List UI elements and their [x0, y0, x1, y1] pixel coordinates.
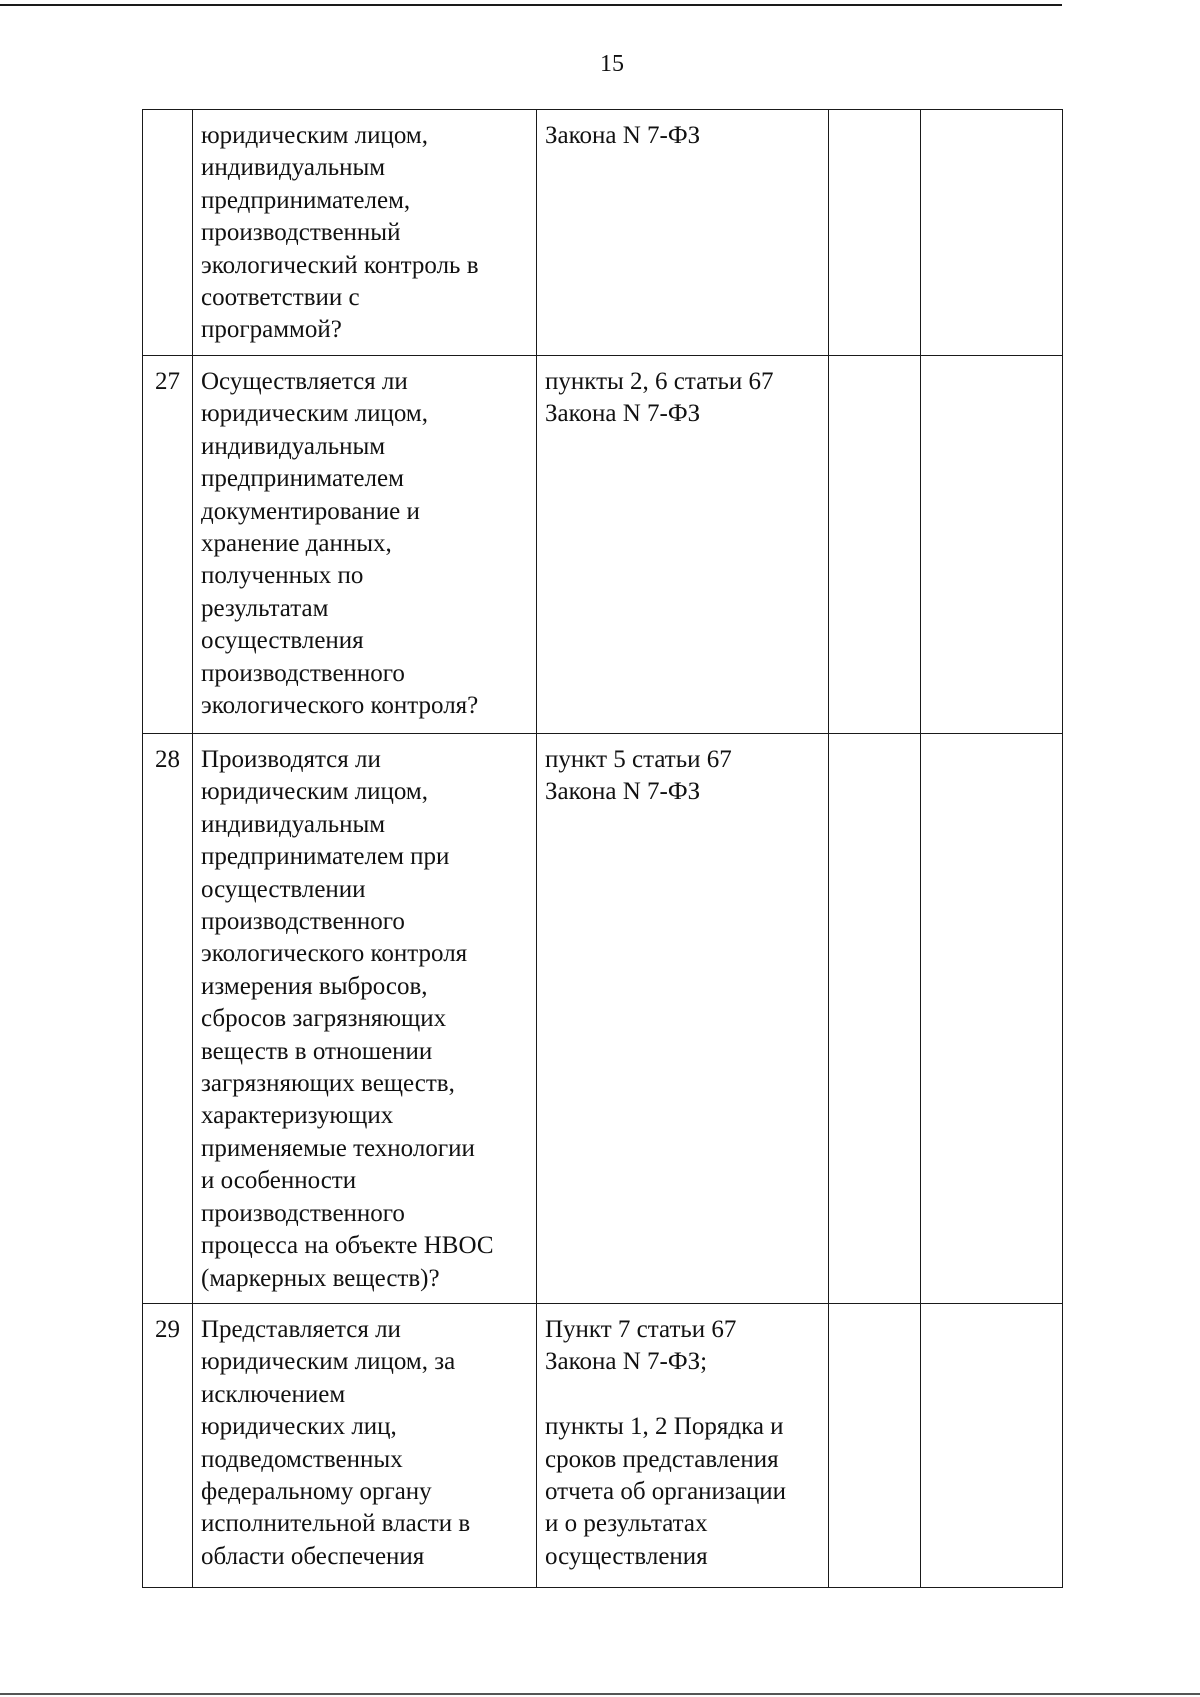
question-line: федеральному органу: [201, 1478, 432, 1506]
answer-cell: [829, 734, 921, 1304]
basis-line: отчета об организации: [545, 1478, 787, 1506]
page-number: 15: [600, 51, 624, 77]
scan-top-edge: [0, 4, 1062, 6]
requirement-question: [193, 110, 537, 356]
question-line: экологического контроля?: [201, 692, 479, 720]
row-number: [143, 110, 193, 356]
row-number: 28: [143, 734, 193, 1304]
row-number: 27: [143, 356, 193, 734]
basis-line: пункт 5 статьи 67: [545, 746, 732, 773]
question-line: хранение данных,: [201, 530, 392, 558]
basis-line: Закона N 7-ФЗ: [545, 400, 701, 428]
question-line: Производятся ли: [201, 746, 381, 773]
basis-line: Пункт 7 статьи 67: [545, 1316, 737, 1343]
question-line: Представляется ли: [201, 1316, 401, 1343]
question-line: (маркерных веществ)?: [201, 1264, 440, 1292]
question-line: производственного: [201, 659, 405, 687]
question-line: юридических лиц,: [201, 1413, 397, 1441]
scan-bottom-edge: [0, 1693, 1200, 1695]
question-line: осуществлении: [201, 875, 366, 903]
question-line: экологического контроля: [201, 940, 468, 968]
question-line: экологический контроль в: [201, 251, 479, 279]
question-line: результатам: [201, 594, 329, 622]
answer-cell: [829, 110, 921, 356]
question-line: подведомственных: [201, 1445, 403, 1473]
question-line: предпринимателем: [201, 465, 404, 493]
question-line: индивидуальным: [201, 810, 386, 838]
question-line: юридическим лицом, за: [201, 1348, 456, 1376]
question-line: исключением: [201, 1380, 346, 1408]
note-cell: [921, 110, 1063, 356]
legal-basis: [537, 1304, 829, 1588]
legal-basis: [537, 356, 829, 734]
table-row: [143, 110, 1063, 356]
answer-cell: [829, 1304, 921, 1588]
question-line: документирование и: [201, 497, 420, 525]
basis-line: пункты 1, 2 Порядка и: [545, 1413, 784, 1441]
checklist-table: [142, 109, 1063, 1588]
basis-line: Закона N 7-ФЗ: [545, 122, 701, 149]
basis-line: сроков представления: [545, 1445, 779, 1473]
row-number: 29: [143, 1304, 193, 1588]
question-line: производственного: [201, 908, 405, 936]
requirement-question: [193, 1304, 537, 1588]
question-line: индивидуальным: [201, 154, 386, 182]
question-line: измерения выбросов,: [201, 972, 428, 1000]
question-line: производственный: [201, 219, 401, 247]
legal-basis: [537, 110, 829, 356]
answer-cell: [829, 356, 921, 734]
note-cell: [921, 734, 1063, 1304]
table-row: [143, 356, 1063, 734]
question-line: Осуществляется ли: [201, 368, 408, 395]
question-line: веществ в отношении: [201, 1037, 433, 1065]
question-line: загрязняющих веществ,: [201, 1070, 455, 1098]
basis-line: пункты 2, 6 статьи 67: [545, 368, 774, 395]
question-line: юридическим лицом,: [201, 400, 428, 428]
note-cell: [921, 1304, 1063, 1588]
question-line: юридическим лицом,: [201, 778, 428, 806]
basis-line: Закона N 7-ФЗ: [545, 778, 701, 806]
question-line: полученных по: [201, 562, 364, 590]
requirement-question: [193, 356, 537, 734]
basis-line: [545, 1379, 820, 1411]
basis-line: осуществления: [545, 1542, 708, 1570]
table-body: [143, 110, 1063, 1588]
question-line: предпринимателем при: [201, 843, 450, 871]
question-line: и особенности: [201, 1167, 357, 1195]
question-line: процесса на объекте НВОС: [201, 1232, 494, 1260]
question-line: программой?: [201, 316, 342, 344]
question-line: производственного: [201, 1199, 405, 1227]
note-cell: [921, 356, 1063, 734]
question-line: применяемые технологии: [201, 1134, 475, 1162]
question-line: области обеспечения: [201, 1542, 425, 1570]
table-row: [143, 1304, 1063, 1588]
question-line: юридическим лицом,: [201, 122, 428, 149]
basis-line: Закона N 7-ФЗ;: [545, 1348, 708, 1376]
table-row: [143, 734, 1063, 1304]
question-line: исполнительной власти в: [201, 1510, 471, 1538]
question-line: характеризующих: [201, 1102, 394, 1130]
basis-line: и о результатах: [545, 1510, 708, 1538]
question-line: индивидуальным: [201, 432, 386, 460]
question-line: соответствии с: [201, 284, 360, 312]
question-line: предпринимателем,: [201, 186, 411, 214]
question-line: сбросов загрязняющих: [201, 1005, 447, 1033]
legal-basis: [537, 734, 829, 1304]
question-line: осуществления: [201, 627, 364, 655]
requirement-question: [193, 734, 537, 1304]
